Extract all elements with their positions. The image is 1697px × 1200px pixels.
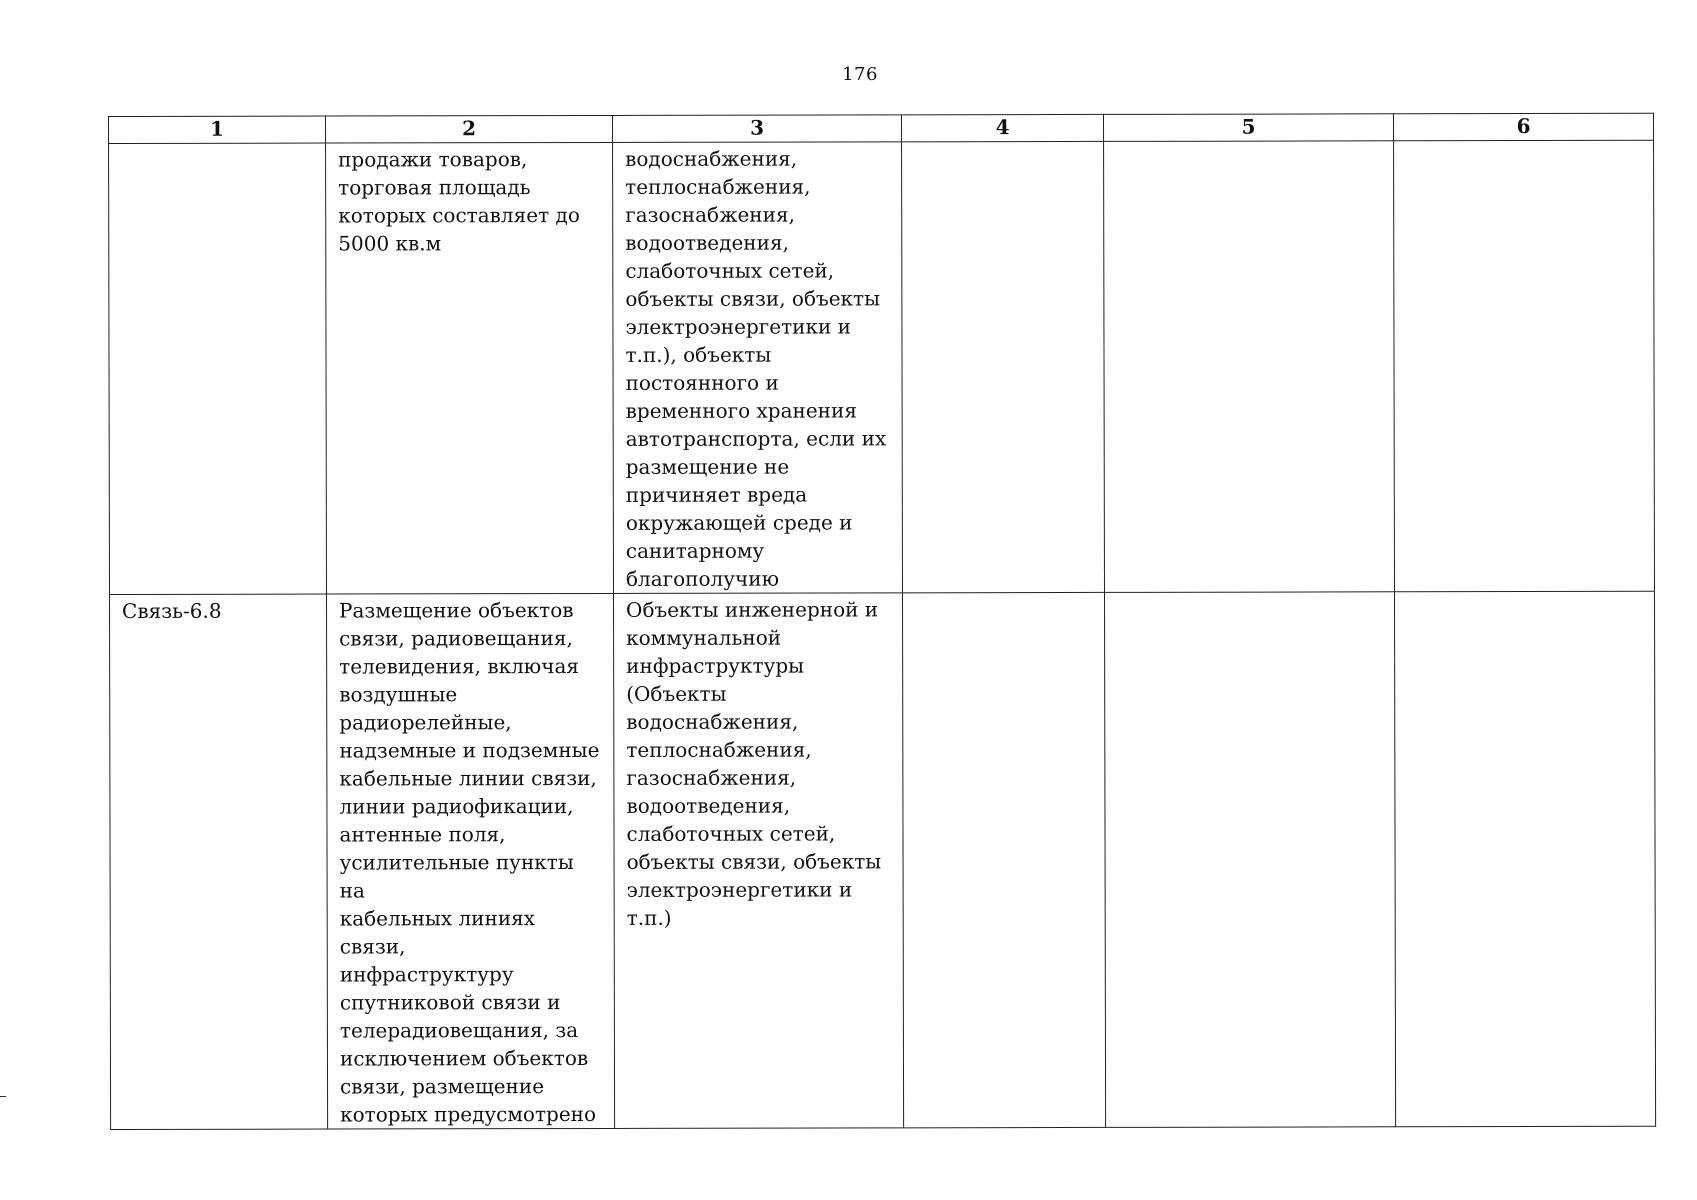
table-row [110, 591, 1656, 1129]
table-cell-code [110, 594, 328, 1129]
page-number: 176 [842, 64, 878, 85]
cell-text: продажи товаров, торговая площадь которых составляет до 5000 кв.м [338, 147, 580, 256]
table-header-row [109, 113, 1654, 143]
cell-text [1104, 141, 1393, 144]
cell-text: Размещение объектов связи, радиовещания, телевидения, включая воздушные радиорелейные, надземные и подземные кабельные линии связи, линии радиофикации, антенные поля, усилительные пункты на кабельных линиях связи, инфраструктуру спутниковой связи и телерадиовещания, за исключением объектов связи, размещение которых предусмотрено [339, 598, 600, 1127]
table-cell-description [327, 593, 615, 1129]
cell-text [903, 593, 1104, 595]
cell-text [1105, 592, 1394, 595]
column-header-2: 2 [326, 115, 613, 143]
table-cell-code [109, 143, 327, 594]
table-cell-description [326, 142, 614, 594]
margin-tick-mark [0, 1096, 6, 1097]
column-header-6: 6 [1393, 113, 1653, 141]
table-cell-col4 [902, 141, 1105, 592]
cell-text: водоснабжения, теплоснабжения, газоснабжения, водоотведения, слаботочных сетей, объекты связи, объекты электроэнергетики и т.п.), объекты постоянного и временного хранения автотранспорта, если их размещение не причиняет вреда окружающей среде и санитарному благополучию [625, 146, 887, 591]
column-header-5: 5 [1103, 114, 1393, 142]
table-row [109, 140, 1655, 594]
table-cell-col6 [1394, 591, 1655, 1127]
cell-text: Связь-6.8 [122, 598, 222, 623]
table-cell-col6 [1394, 140, 1655, 592]
cell-text [902, 142, 1103, 144]
cell-text [1394, 141, 1653, 144]
column-header-3: 3 [612, 115, 901, 143]
table-cell-col4 [903, 592, 1106, 1127]
table-cell-objects [613, 142, 903, 594]
column-header-1: 1 [109, 116, 326, 143]
cell-text: Объекты инженерной и коммунальной инфраструктуры (Объекты водоснабжения, теплоснабжения, газоснабжения, водоотведения, слаботочных сетей, объекты связи, объекты электроэнергетики и т.п.) [626, 597, 882, 930]
cell-text [1395, 592, 1654, 595]
column-header-4: 4 [901, 114, 1103, 141]
table-cell-col5 [1105, 592, 1396, 1128]
table-cell-col5 [1104, 141, 1395, 593]
cell-text [109, 144, 325, 146]
table-cell-objects [614, 593, 904, 1129]
document-table [108, 113, 1656, 1130]
